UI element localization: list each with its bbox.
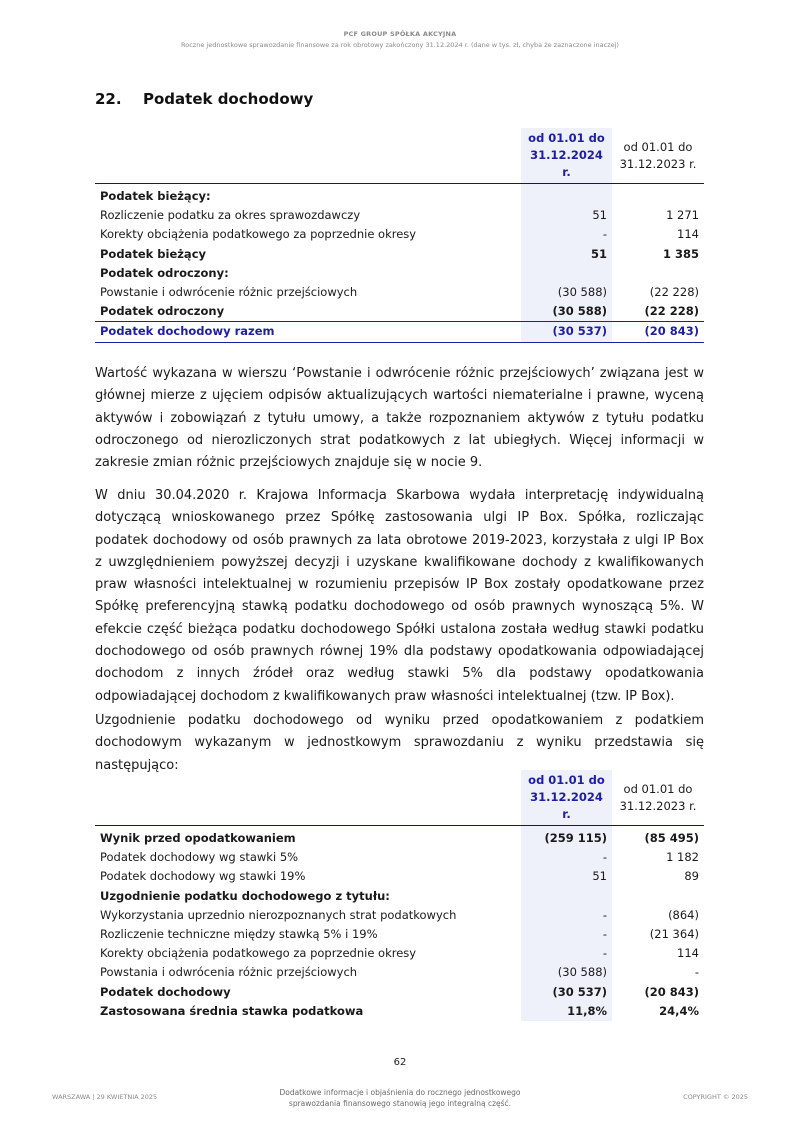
table-row: [95, 887, 704, 906]
column-header-previous: od 01.01 do 31.12.2023 r.: [612, 128, 704, 184]
row-label: Podatek bieżący:: [100, 189, 211, 203]
row-label: Podatek dochodowy: [100, 984, 231, 999]
row-label: Podatek dochodowy wg stawki 19%: [100, 869, 306, 884]
row-label: Rozliczenie techniczne między stawką 5% i 19%: [100, 927, 378, 942]
value-current: -: [521, 848, 612, 867]
value-previous: [612, 184, 704, 207]
value-current: -: [521, 906, 612, 925]
column-header-current: od 01.01 do 31.12.2024 r.: [521, 128, 612, 184]
table-total-row: [95, 322, 704, 342]
table-row: [95, 283, 704, 302]
table-row: [95, 944, 704, 963]
value-previous: 114: [677, 227, 699, 242]
footer-note-line: sprawozdania finansowego stanowią jego integralną część.: [288, 1099, 512, 1108]
value-previous: 1 385: [662, 246, 699, 261]
table-row: [95, 906, 704, 925]
value-previous: (21 364): [649, 927, 699, 942]
value-previous: 89: [684, 869, 699, 884]
report-subtitle: Roczne jednostkowe sprawozdanie finansowe za rok obrotowy zakończony 31.12.2024 r. (dane w tys. zł, chyba że zaznaczone inaczej): [181, 41, 619, 49]
value-previous: 114: [677, 946, 699, 961]
value-current: (30 537): [521, 322, 612, 342]
value-current: (259 115): [521, 826, 612, 849]
section-heading: [95, 90, 313, 108]
table-row: [95, 848, 704, 867]
row-label: Rozliczenie podatku za okres sprawozdawczy: [100, 208, 361, 223]
value-current: -: [521, 225, 612, 244]
header-label-cell: [95, 128, 521, 184]
value-previous: 1 182: [666, 850, 699, 865]
company-name: PCF GROUP SPÓŁKA AKCYJNA: [343, 30, 457, 38]
table-header-row: [95, 770, 704, 826]
row-label: Podatek odroczony: [100, 304, 225, 319]
row-label: Powstania i odwrócenia różnic przejściowych: [100, 965, 358, 980]
table-row: [95, 184, 704, 207]
paragraph-reconciliation-intro: Uzgodnienie podatku dochodowego od wyniku przed opodatkowaniem z podatkiem dochodowym wykazanym w jednostkowym sprawozdaniu z wyniku przedstawia się następująco:: [95, 713, 704, 773]
table-row: [95, 983, 704, 1002]
table-row: [95, 925, 704, 944]
footer-note: [250, 1087, 550, 1109]
footer-copyright: COPYRIGHT © 2025: [683, 1093, 748, 1101]
table-row: [95, 867, 704, 886]
value-current: (30 588): [521, 283, 612, 302]
row-label: Powstanie i odwrócenie różnic przejściowych: [100, 285, 358, 300]
tax-reconciliation-table: [95, 770, 704, 1021]
footer-note-line: Dodatkowe informacje i objaśnienia do rocznego jednostkowego: [279, 1088, 521, 1097]
value-previous: (20 843): [644, 984, 699, 999]
income-tax-table: [95, 128, 704, 343]
section-number: 22.: [95, 90, 122, 108]
value-previous: (85 495): [644, 831, 699, 845]
column-header-previous: od 01.01 do 31.12.2023 r.: [612, 770, 704, 826]
row-label: Podatek odroczony:: [100, 265, 229, 280]
value-current: (30 537): [521, 983, 612, 1002]
page-number: 62: [393, 1057, 407, 1068]
value-current: 51: [521, 245, 612, 264]
value-previous: (22 228): [644, 304, 699, 319]
section-title: Podatek dochodowy: [143, 90, 314, 108]
value-current: 51: [521, 867, 612, 886]
table-row: [95, 225, 704, 244]
value-previous: 24,4%: [659, 1003, 699, 1018]
value-current: [521, 184, 612, 207]
value-current: (30 588): [521, 302, 612, 322]
table-row: [95, 206, 704, 225]
value-current: -: [521, 944, 612, 963]
table-row: [95, 264, 704, 283]
row-label: Korekty obciążenia podatkowego za poprzednie okresy: [100, 946, 417, 961]
footer-place-date: WARSZAWA | 29 KWIETNIA 2025: [52, 1093, 158, 1101]
value-current: [521, 887, 612, 906]
value-previous: [612, 887, 704, 906]
table-row: [95, 826, 704, 849]
paragraph-temporary-differences: Wartość wykazana w wierszu ‘Powstanie i odwrócenie różnic przejściowych’ związana jest w głównej mierze z ujęciem odpisów aktualizujących wartości niematerialne i prawne, wyceną aktywów i zobowiązań z tytułu umowy, a także rozpoznaniem aktywów z tytułu podatku odroczonego od nierozliczonych strat podatkowych z lat ubiegłych. Więcej informacji w zakresie zmian różnic przejściowych znajduje się w nocie 9.: [95, 366, 704, 471]
column-header-current: od 01.01 do 31.12.2024 r.: [521, 770, 612, 826]
value-previous: [612, 264, 704, 283]
row-label: Wynik przed opodatkowaniem: [100, 831, 296, 845]
value-current: 11,8%: [521, 1002, 612, 1021]
table-row: [95, 963, 704, 982]
table-header-row: [95, 128, 704, 184]
header-label-cell: [95, 770, 521, 826]
row-label: Wykorzystania uprzednio nierozpoznanych strat podatkowych: [100, 907, 457, 922]
row-label: Zastosowana średnia stawka podatkowa: [100, 1003, 364, 1018]
value-current: -: [521, 925, 612, 944]
value-previous: (20 843): [612, 322, 704, 342]
value-previous: -: [694, 965, 699, 980]
table-row: [95, 245, 704, 264]
table-row: [95, 1002, 704, 1021]
table-row: [95, 302, 704, 322]
row-label: Podatek dochodowy wg stawki 5%: [100, 850, 299, 865]
value-current: (30 588): [521, 963, 612, 982]
page-header: [0, 30, 800, 49]
value-current: [521, 264, 612, 283]
row-label: Podatek bieżący: [100, 246, 207, 261]
paragraph-ip-box: W dniu 30.04.2020 r. Krajowa Informacja Skarbowa wydała interpretację indywidualną dotyczącą wnioskowanego przez Spółkę zastosowania ulgi IP Box. Spółka, rozliczając podatek dochodowy od osób prawnych za lata obrotowe 2019-2023, korzystała z ulgi IP Box z uwzględnieniem powyższej decyzji i uzyskane kwalifikowane dochody z kwalifikowanych praw własności intelektualnej w rozumieniu przepisów IP Box zostały opodatkowane przez Spółkę preferencyjną stawką podatku dochodowego od osób prawnych wynoszącą 5%. W efekcie część bieżąca podatku dochodowego Spółki ustalona została według stawki podatku dochodowego od osób prawnych równej 19% dla podstawy opodatkowania odpowiadającej dochodom z innych źródeł oraz według stawki 5% dla podstawy opodatkowania odpowiadającej dochodom z kwalifikowanych praw własności intelektualnej (tzw. IP Box).: [95, 488, 704, 704]
value-previous: (22 228): [649, 285, 699, 300]
value-current: 51: [521, 206, 612, 225]
value-previous: (864): [668, 907, 699, 922]
row-label: Korekty obciążenia podatkowego za poprzednie okresy: [100, 227, 417, 242]
row-label: Podatek dochodowy razem: [95, 322, 521, 342]
value-previous: 1 271: [666, 208, 699, 223]
row-label: Uzgodnienie podatku dochodowego z tytułu:: [100, 888, 390, 903]
